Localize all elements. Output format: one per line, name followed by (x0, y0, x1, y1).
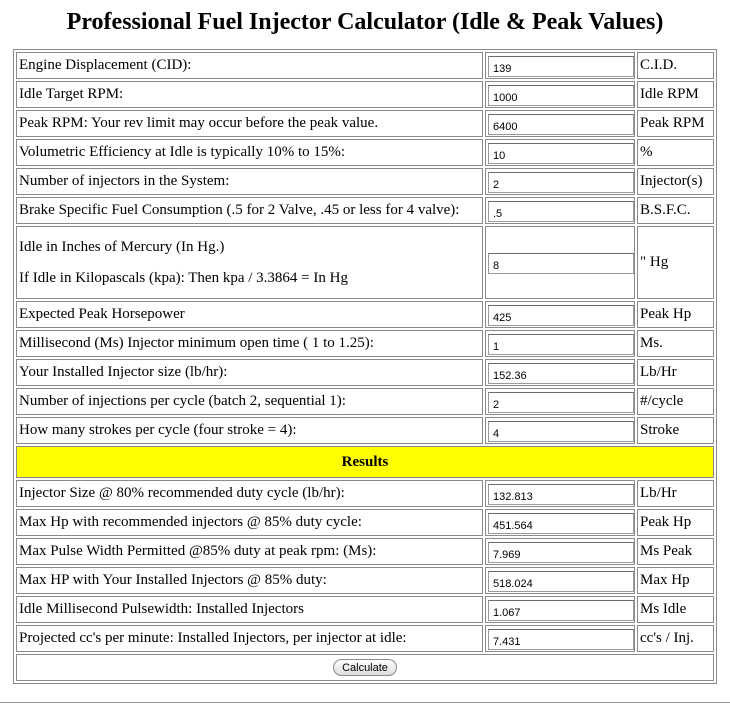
field-label-cell (16, 388, 483, 415)
field-input-cell (485, 330, 635, 357)
input-row (16, 168, 714, 195)
field-label: Injector Size @ 80% recommended duty cycle (lb/hr): (19, 485, 345, 501)
input-field[interactable] (488, 114, 634, 135)
field-label-note: If Idle in Kilopascals (kpa): Then kpa / 3.3864 = In Hg (19, 269, 348, 286)
field-unit: % (637, 139, 714, 166)
field-label-cell (16, 168, 483, 195)
field-label-cell (16, 330, 483, 357)
input-row (16, 52, 714, 79)
results-header-row (16, 446, 714, 478)
input-row (16, 301, 714, 328)
input-rows (16, 52, 714, 444)
field-label-cell (16, 226, 483, 299)
result-rows (16, 480, 714, 652)
bottom-divider (0, 702, 730, 703)
input-field[interactable] (488, 334, 634, 355)
field-label: Max HP with Your Installed Injectors @ 85% duty: (19, 572, 327, 588)
field-unit: Stroke (637, 417, 714, 444)
result-field[interactable] (488, 513, 634, 534)
field-unit: #/cycle (637, 388, 714, 415)
field-label: Engine Displacement (CID): (19, 57, 192, 73)
input-field[interactable] (488, 143, 634, 164)
input-field[interactable] (488, 172, 634, 193)
field-label: Volumetric Efficiency at Idle is typically 10% to 15%: (19, 144, 346, 160)
field-label: Number of injections per cycle (batch 2, sequential 1): (19, 393, 346, 409)
field-label: Idle Target RPM: (19, 86, 124, 102)
result-row (16, 538, 714, 565)
field-label-cell (16, 139, 483, 166)
field-unit: Lb/Hr (637, 480, 714, 507)
field-unit: Idle RPM (637, 81, 714, 108)
field-input-cell (485, 197, 635, 224)
input-row (16, 226, 714, 299)
field-label-cell (16, 596, 483, 623)
field-input-cell (485, 625, 635, 652)
field-label: Max Hp with recommended injectors @ 85% duty cycle: (19, 514, 362, 530)
field-input-cell (485, 81, 635, 108)
field-label: Your Installed Injector size (lb/hr): (19, 364, 228, 380)
field-unit: Ms Peak (637, 538, 714, 565)
field-label: Projected cc's per minute: Installed Injectors, per injector at idle: (19, 630, 407, 646)
field-unit: B.S.F.C. (637, 197, 714, 224)
field-label: Idle Millisecond Pulsewidth: Installed Injectors (19, 601, 304, 617)
input-field[interactable] (488, 421, 634, 442)
field-label-cell (16, 538, 483, 565)
result-field[interactable] (488, 571, 634, 592)
result-field[interactable] (488, 629, 634, 650)
field-unit: Ms Idle (637, 596, 714, 623)
result-row (16, 567, 714, 594)
field-input-cell (485, 567, 635, 594)
field-label: Peak RPM: Your rev limit may occur before the peak value. (19, 115, 379, 131)
field-unit: Max Hp (637, 567, 714, 594)
field-unit: C.I.D. (637, 52, 714, 79)
field-input-cell (485, 509, 635, 536)
field-input-cell (485, 596, 635, 623)
input-row (16, 139, 714, 166)
field-input-cell (485, 538, 635, 565)
field-label: Brake Specific Fuel Consumption (.5 for 2 Valve, .45 or less for 4 valve): (19, 202, 460, 218)
field-unit: " Hg (637, 226, 714, 299)
input-row (16, 359, 714, 386)
field-label: Number of injectors in the System: (19, 173, 230, 189)
field-label: Max Pulse Width Permitted @85% duty at peak rpm: (Ms): (19, 543, 377, 559)
input-field[interactable] (488, 56, 634, 77)
field-input-cell (485, 480, 635, 507)
result-row (16, 509, 714, 536)
result-field[interactable] (488, 542, 634, 563)
input-row (16, 417, 714, 444)
field-input-cell (485, 226, 635, 299)
field-input-cell (485, 417, 635, 444)
field-input-cell (485, 52, 635, 79)
field-unit: Injector(s) (637, 168, 714, 195)
field-input-cell (485, 388, 635, 415)
result-field[interactable] (488, 600, 634, 621)
result-row (16, 625, 714, 652)
field-unit: Ms. (637, 330, 714, 357)
field-label-cell (16, 480, 483, 507)
field-label-cell (16, 52, 483, 79)
input-row (16, 110, 714, 137)
input-field[interactable] (488, 253, 634, 274)
field-label-cell (16, 81, 483, 108)
field-label: How many strokes per cycle (four stroke = 4): (19, 422, 297, 438)
field-input-cell (485, 110, 635, 137)
button-row (16, 654, 714, 681)
field-unit: Peak Hp (637, 509, 714, 536)
field-unit: cc's / Inj. (637, 625, 714, 652)
field-input-cell (485, 359, 635, 386)
input-row (16, 81, 714, 108)
field-label-cell (16, 359, 483, 386)
result-row (16, 480, 714, 507)
input-field[interactable] (488, 85, 634, 106)
field-label-cell (16, 509, 483, 536)
field-label: Idle in Inches of Mercury (In Hg.) (19, 238, 225, 255)
calculator-table (14, 50, 716, 683)
input-row (16, 197, 714, 224)
page-title: Professional Fuel Injector Calculator (Idle & Peak Values) (66, 9, 664, 35)
input-row (16, 330, 714, 357)
calculate-button[interactable]: Calculate (333, 659, 397, 676)
field-label: Expected Peak Horsepower (19, 306, 185, 322)
field-label-cell (16, 197, 483, 224)
input-field[interactable] (488, 305, 634, 326)
input-field[interactable] (488, 392, 634, 413)
field-label: Millisecond (Ms) Injector minimum open time ( 1 to 1.25): (19, 335, 374, 351)
field-unit: Peak Hp (637, 301, 714, 328)
field-input-cell (485, 301, 635, 328)
field-label-cell (16, 417, 483, 444)
field-label-cell (16, 110, 483, 137)
input-field[interactable] (488, 363, 634, 384)
input-field[interactable] (488, 201, 634, 222)
field-unit: Peak RPM (637, 110, 714, 137)
result-field[interactable] (488, 484, 634, 505)
field-label-cell (16, 301, 483, 328)
field-label-cell (16, 567, 483, 594)
result-row (16, 596, 714, 623)
field-unit: Lb/Hr (637, 359, 714, 386)
field-label-cell (16, 625, 483, 652)
calculator-form (13, 49, 717, 684)
field-input-cell (485, 168, 635, 195)
field-input-cell (485, 139, 635, 166)
results-header: Results (16, 446, 714, 478)
button-cell (16, 654, 714, 681)
input-row (16, 388, 714, 415)
